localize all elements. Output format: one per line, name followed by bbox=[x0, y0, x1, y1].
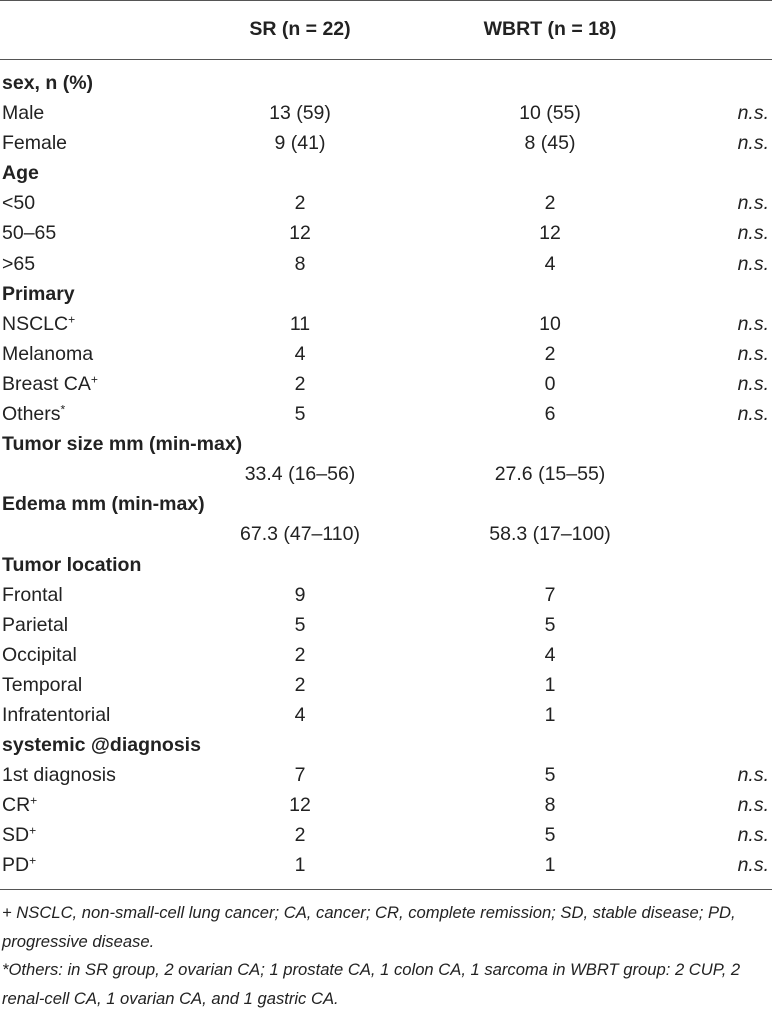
table-row bbox=[0, 670, 772, 700]
footnote-marker: + bbox=[29, 823, 37, 838]
row-label-text: Male bbox=[2, 102, 45, 125]
wbrt-value: 58.3 (17–100) bbox=[489, 523, 611, 546]
wbrt-value: 5 bbox=[544, 764, 556, 787]
column-header-wbrt: WBRT (n = 18) bbox=[483, 18, 617, 40]
sr-value: 8 bbox=[294, 252, 306, 275]
row-label-text: Primary bbox=[2, 282, 75, 305]
row-label bbox=[2, 820, 36, 850]
table-row bbox=[0, 399, 772, 429]
row-label bbox=[2, 369, 98, 399]
row-label-text: Infratentorial bbox=[2, 703, 111, 726]
wbrt-value: 2 bbox=[544, 342, 556, 365]
sr-value: 5 bbox=[294, 403, 306, 426]
row-label bbox=[2, 399, 65, 429]
wbrt-value: 2 bbox=[544, 192, 556, 215]
row-label-text: systemic @diagnosis bbox=[2, 734, 201, 757]
wbrt-value: 8 (45) bbox=[524, 132, 576, 155]
significance-value: n.s. bbox=[737, 312, 769, 335]
table-row bbox=[0, 790, 772, 820]
wbrt-value: 5 bbox=[544, 613, 556, 636]
sr-value: 2 bbox=[294, 643, 306, 666]
section-label bbox=[2, 68, 93, 98]
wbrt-value: 8 bbox=[544, 794, 556, 817]
table-row bbox=[0, 128, 772, 158]
section-header-row bbox=[0, 68, 772, 98]
table-body bbox=[0, 68, 772, 881]
wbrt-value: 1 bbox=[544, 703, 556, 726]
significance-value: n.s. bbox=[737, 132, 769, 155]
sr-value: 67.3 (47–110) bbox=[240, 523, 360, 546]
section-label bbox=[2, 550, 141, 580]
sr-value: 33.4 (16–56) bbox=[244, 463, 356, 486]
row-label-text: >65 bbox=[2, 252, 36, 275]
sr-value: 7 bbox=[294, 764, 306, 787]
table-bottom-rule bbox=[0, 889, 772, 890]
table-row bbox=[0, 640, 772, 670]
row-label-text: Female bbox=[2, 132, 68, 155]
row-label bbox=[2, 580, 63, 610]
section-header-row bbox=[0, 429, 772, 459]
sr-value: 2 bbox=[294, 824, 306, 847]
row-label-text: 1st diagnosis bbox=[2, 764, 116, 787]
section-header-row bbox=[0, 730, 772, 760]
wbrt-value: 7 bbox=[544, 583, 556, 606]
sr-value: 2 bbox=[294, 372, 306, 395]
table-row bbox=[0, 309, 772, 339]
sr-value: 2 bbox=[294, 192, 306, 215]
significance-value: n.s. bbox=[737, 222, 769, 245]
section-label bbox=[2, 158, 39, 188]
row-label bbox=[2, 760, 116, 790]
row-label bbox=[2, 339, 93, 369]
section-label bbox=[2, 489, 205, 519]
footnote-marker: + bbox=[29, 853, 37, 868]
row-label bbox=[2, 790, 37, 820]
row-label-text: Tumor size mm (min-max) bbox=[2, 433, 243, 456]
row-label-text: sex, n (%) bbox=[2, 72, 94, 94]
sr-value: 1 bbox=[294, 854, 306, 877]
row-label bbox=[2, 309, 75, 339]
row-label-text: Others bbox=[2, 403, 61, 426]
row-label bbox=[2, 610, 68, 640]
row-label bbox=[2, 249, 35, 279]
footnote-marker: * bbox=[60, 402, 66, 417]
table-row bbox=[0, 459, 772, 489]
row-label-text: <50 bbox=[2, 192, 36, 215]
table-row bbox=[0, 519, 772, 549]
row-label bbox=[2, 850, 36, 880]
significance-value: n.s. bbox=[737, 192, 769, 215]
significance-value: n.s. bbox=[737, 342, 769, 365]
row-label bbox=[2, 218, 56, 248]
sr-value: 4 bbox=[294, 342, 306, 365]
row-label-text: Occipital bbox=[2, 643, 77, 666]
table-row bbox=[0, 339, 772, 369]
wbrt-value: 4 bbox=[544, 252, 556, 275]
table-row bbox=[0, 700, 772, 730]
table-row bbox=[0, 820, 772, 850]
row-label bbox=[2, 700, 110, 730]
table-row bbox=[0, 188, 772, 218]
row-label-text: PD bbox=[2, 854, 30, 877]
footnote-others: *Others: in SR group, 2 ovarian CA; 1 prostate CA, 1 colon CA, 1 sarcoma in WBRT group: 2 CUP, 2 renal-cell CA, 1 ovarian CA, and 1 gastric CA. bbox=[2, 960, 741, 1008]
sr-value: 2 bbox=[294, 673, 306, 696]
wbrt-value: 4 bbox=[544, 643, 556, 666]
wbrt-value: 10 (55) bbox=[519, 102, 581, 125]
header-rule bbox=[0, 59, 772, 60]
significance-value: n.s. bbox=[737, 794, 769, 817]
section-header-row bbox=[0, 158, 772, 188]
footnote-marker: + bbox=[68, 312, 76, 327]
wbrt-value: 5 bbox=[544, 824, 556, 847]
section-label bbox=[2, 279, 75, 309]
footnote-abbreviations: + NSCLC, non-small-cell lung cancer; CA, cancer; CR, complete remission; SD, stable disease; PD, progressive disease. bbox=[2, 903, 736, 951]
section-label bbox=[2, 730, 201, 760]
significance-value: n.s. bbox=[737, 824, 769, 847]
footnote-marker: + bbox=[90, 372, 98, 387]
wbrt-value: 12 bbox=[539, 222, 561, 245]
section-header-row bbox=[0, 489, 772, 519]
table-row bbox=[0, 369, 772, 399]
sr-value: 12 bbox=[289, 222, 311, 245]
row-label-text: Breast CA bbox=[2, 372, 91, 395]
row-label-text: Tumor location bbox=[2, 553, 142, 576]
table-row bbox=[0, 98, 772, 128]
row-label bbox=[2, 128, 67, 158]
wbrt-value: 6 bbox=[544, 403, 556, 426]
row-label bbox=[2, 98, 44, 128]
row-label bbox=[2, 670, 82, 700]
wbrt-value: 27.6 (15–55) bbox=[494, 463, 606, 486]
sr-value: 13 (59) bbox=[269, 102, 331, 125]
wbrt-value: 1 bbox=[544, 673, 556, 696]
table-row bbox=[0, 580, 772, 610]
table-row bbox=[0, 249, 772, 279]
significance-value: n.s. bbox=[737, 252, 769, 275]
section-header-row bbox=[0, 550, 772, 580]
row-label-text: Frontal bbox=[2, 583, 63, 606]
row-label-text: Temporal bbox=[2, 673, 83, 696]
footnote-marker: + bbox=[30, 793, 38, 808]
row-label bbox=[2, 640, 77, 670]
sr-value: 9 (41) bbox=[274, 132, 326, 155]
significance-value: n.s. bbox=[737, 372, 769, 395]
wbrt-value: 10 bbox=[539, 312, 561, 335]
sr-value: 11 bbox=[289, 312, 311, 335]
row-label-text: CR bbox=[2, 794, 31, 817]
sr-value: 9 bbox=[294, 583, 306, 606]
significance-value: n.s. bbox=[737, 764, 769, 787]
row-label-text: 50–65 bbox=[2, 222, 57, 245]
significance-value: n.s. bbox=[737, 403, 769, 426]
section-header-row bbox=[0, 279, 772, 309]
table-row bbox=[0, 610, 772, 640]
sr-value: 12 bbox=[289, 794, 311, 817]
column-header-sr: SR (n = 22) bbox=[249, 18, 351, 40]
significance-value: n.s. bbox=[737, 854, 769, 877]
wbrt-value: 1 bbox=[544, 854, 556, 877]
sr-value: 5 bbox=[294, 613, 306, 636]
table-row bbox=[0, 850, 772, 880]
row-label-text: NSCLC bbox=[2, 312, 69, 335]
row-label-text: Age bbox=[2, 162, 39, 185]
row-label bbox=[2, 188, 35, 218]
table-row bbox=[0, 218, 772, 248]
row-label-text: Edema mm (min-max) bbox=[2, 493, 205, 516]
section-label bbox=[2, 429, 242, 459]
sr-value: 4 bbox=[294, 703, 306, 726]
significance-value: n.s. bbox=[737, 102, 769, 125]
row-label-text: SD bbox=[2, 824, 30, 847]
row-label-text: Parietal bbox=[2, 613, 69, 636]
row-label-text: Melanoma bbox=[2, 342, 94, 365]
wbrt-value: 0 bbox=[544, 372, 556, 395]
table-row bbox=[0, 760, 772, 790]
